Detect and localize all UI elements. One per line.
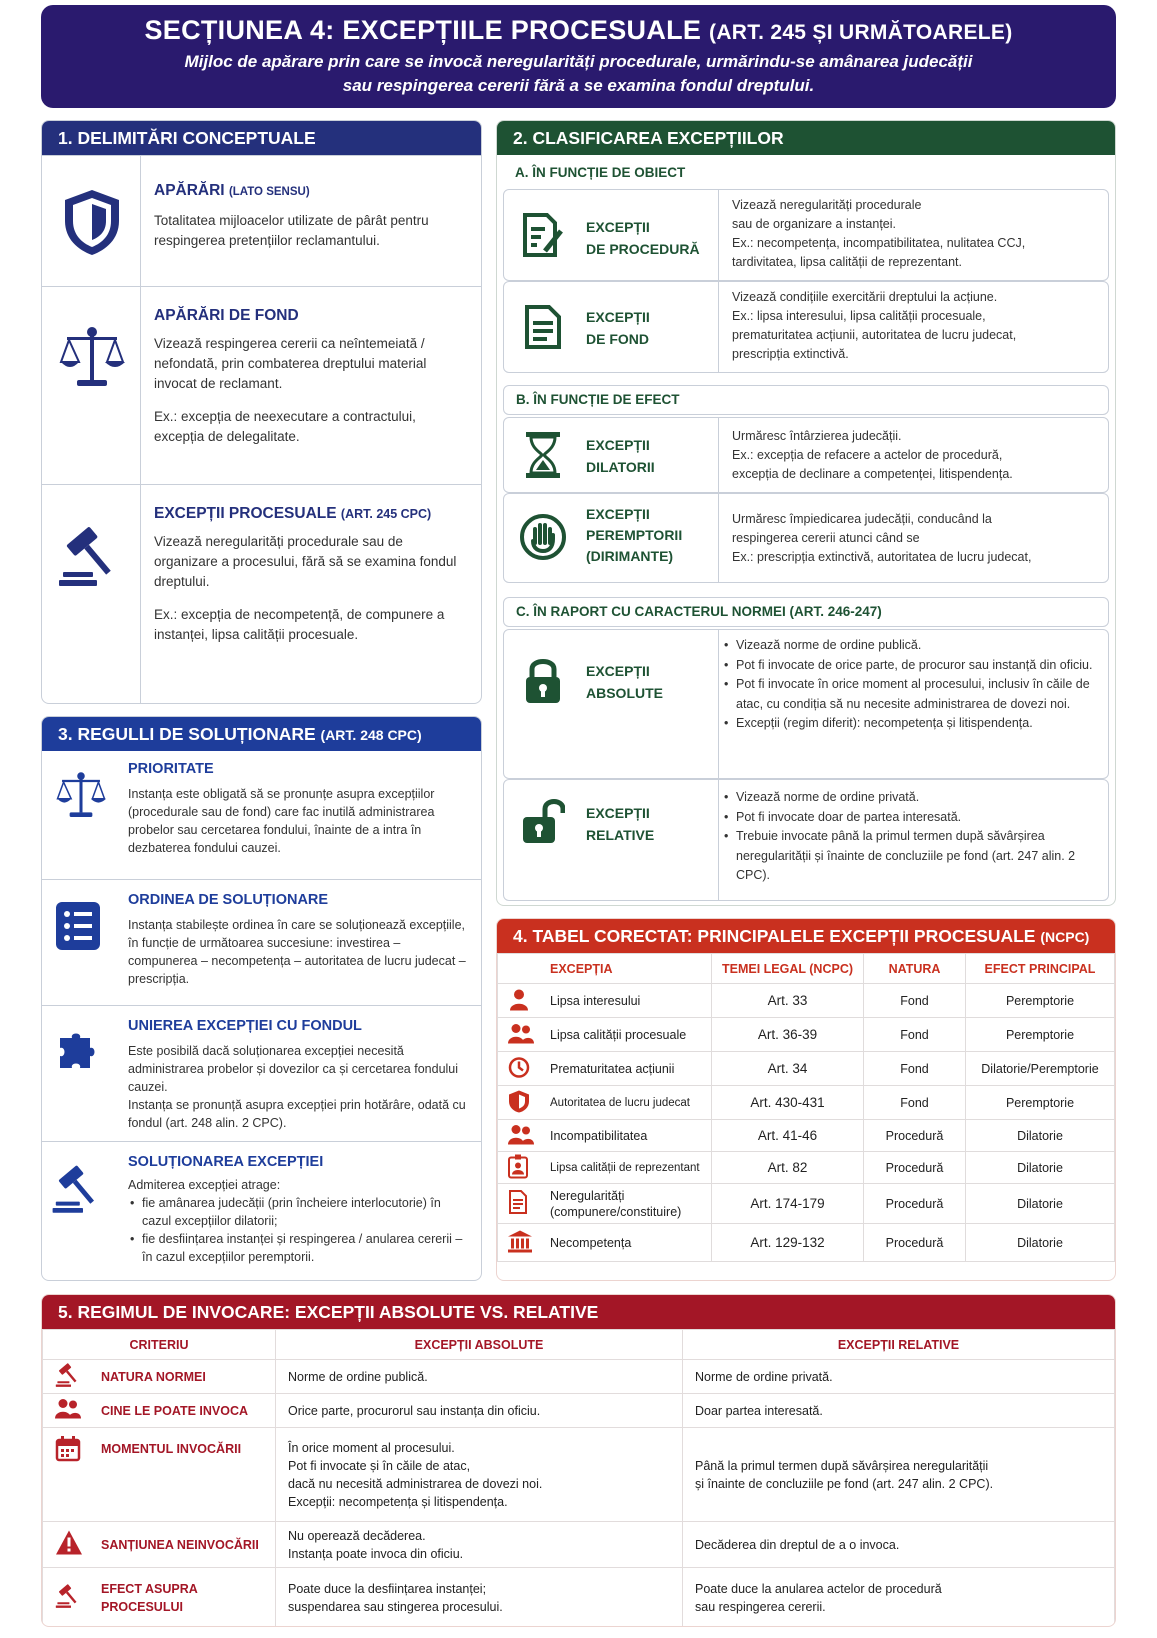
gavel-icon [50,1158,108,1218]
concept-aparari-de-fond: APĂRĂRI DE FOND Vizează respingerea cererii ca neîntemeiată / nefondată, prin combaterea dreptului material invocat de reclamant. Ex.: excepția de neexecutare a contractului, excepția de delegalitate. [42,286,481,484]
effect-cell: Dilatorie/Peremptorie [966,1052,1115,1086]
document-icon [508,1190,528,1218]
effect-cell: Peremptorie [966,1086,1115,1120]
effect-cell: Peremptorie [966,984,1115,1018]
exception-name-cell: Necompetența [498,1224,712,1262]
absolute-cell: Poate duce la desființarea instanței; suspendarea sau stingerea procesului. [276,1568,683,1628]
gavel-icon [55,1581,83,1614]
nature-cell: Fond [864,1086,966,1120]
table-row [498,1018,1115,1052]
effect-cell: Peremptorie [966,1018,1115,1052]
card-exceptii-procedura: EXCEPȚII DE PROCEDURĂ Vizează neregularități procedurale sau de organizare a instanței. Ex.: necompetența, incompatibilitatea, nulitatea CCJ, tardivitatea, lipsa calității de reprezentant. [503,189,1109,281]
legal-basis-cell: Art. 33 [712,984,864,1018]
table-row [498,1152,1115,1184]
section-2-panel [496,120,1116,906]
scales-icon [50,767,112,823]
card-exceptii-peremptorii: EXCEPȚII PEREMPTORII (DIRIMANTE) Urmăresc împiedicarea judecății, conducând la respingerea cererii atunci când se Ex.: prescripția extinctivă, autoritatea de lucru judecat, [503,493,1109,583]
legal-basis-cell: Art. 129-132 [712,1224,864,1262]
page-header [41,5,1116,108]
relative-cell: Norme de ordine privată. [683,1360,1115,1394]
relative-cell: Până la primul termen după săvârșirea neregularității și înainte de concluziile pe fond (art. 247 alin. 2 CPC). [683,1428,1115,1522]
table-row [498,984,1115,1018]
document-edit-icon [518,210,568,260]
regime-table [42,1329,1115,1627]
criterion-cell: MOMENTUL INVOCĂRII [43,1428,276,1522]
section-1-title: 1. DELIMITĂRI CONCEPTUALE [42,121,481,155]
subsection-c-title: C. ÎN RAPORT CU CARACTERUL NORMEI (ART. 246-247) [503,597,1109,627]
absolute-cell: Norme de ordine publică. [276,1360,683,1394]
absolute-cell: Nu operează decăderea. Instanța poate invoca din oficiu. [276,1522,683,1568]
exception-name-cell: Neregularități (compunere/constituire) [498,1184,712,1224]
section-1-panel [41,120,482,704]
nature-cell: Fond [864,984,966,1018]
unlock-icon [518,794,568,846]
scales-icon [52,317,132,397]
effect-cell: Dilatorie [966,1120,1115,1152]
shield-icon [52,182,132,262]
nature-cell: Procedură [864,1184,966,1224]
criterion-cell: SANȚIUNEA NEINVOCĂRII [43,1522,276,1568]
document-icon [518,302,568,352]
absolute-list: • Vizează norme de ordine publică. • Pot fi invocate de orice parte, de procuror sau instanță din oficiu. • Pot fi invocate în orice moment al procesului, inclusiv în căile de atac, cu condiția să nu necesite administrarea de dovezi noi. • Excepții (regim diferit): necompetența și litispendența. [722,636,1100,734]
table-row [43,1568,1115,1628]
puzzle-icon [54,1024,102,1076]
person-icon [508,988,530,1013]
calendar-icon [55,1436,81,1467]
legal-basis-cell: Art. 430-431 [712,1086,864,1120]
people-icon [55,1397,81,1424]
stop-hand-icon [518,512,568,562]
clock-icon [508,1056,530,1081]
concept-aparari: APĂRĂRI (LATO SENSU) Totalitatea mijloacelor utilizate de pârât pentru respingerea pretențiilor reclamantului. [42,155,481,286]
card-exceptii-dilatorii: EXCEPȚII DILATORII Urmăresc întârzierea judecății. Ex.: excepția de refacere a actelor de procedură, excepția de declinare a competenței, litispendența. [503,417,1109,493]
effect-cell: Dilatorie [966,1224,1115,1262]
relative-list: • Vizează norme de ordine privată. • Pot fi invocate doar de partea interesată. • Trebuie invocate până la primul termen după săvârșirea neregularității și înainte de concluziile pe fond (art. 247 alin. 2 CPC). [722,788,1100,886]
criterion-cell: EFECT ASUPRA PROCESULUI [43,1568,276,1628]
lock-icon [518,654,568,706]
section-4-title: 4. TABEL CORECTAT: PRINCIPALELE EXCEPȚII PROCESUALE (NCPC) [497,919,1115,953]
subsection-a-title: A. ÎN FUNCȚIE DE OBIECT [515,165,686,180]
solutionare-list: • fie amânarea judecății (prin încheiere interlocutorie) în cazul excepțiilor dilatorii; • fie desființarea instanței și respingerea / anularea cererii – în cazul excepțiilor peremptorii. [128,1194,467,1266]
criterion-cell: CINE LE POATE INVOCA [43,1394,276,1428]
section-2-title: 2. CLASIFICAREA EXCEPȚIILOR [497,121,1115,155]
people-icon [508,1123,534,1148]
table-row [43,1394,1115,1428]
shield-icon [508,1089,530,1116]
exception-name-cell: Prematuritatea acțiunii [498,1052,712,1086]
table-row [498,1052,1115,1086]
subsection-b-title: B. ÎN FUNCȚIE DE EFECT [503,385,1109,415]
nature-cell: Fond [864,1052,966,1086]
legal-basis-cell: Art. 174-179 [712,1184,864,1224]
section-3-title: 3. REGULLI DE SOLUȚIONARE (ART. 248 CPC) [42,717,481,751]
hourglass-icon [518,430,568,480]
gavel-icon [55,1360,83,1393]
legal-basis-cell: Art. 82 [712,1152,864,1184]
relative-cell: Poate duce la anularea actelor de procedură sau respingerea cererii. [683,1568,1115,1628]
effect-cell: Dilatorie [966,1152,1115,1184]
gavel-icon [52,515,132,595]
table-row [498,1184,1115,1224]
nature-cell: Procedură [864,1224,966,1262]
absolute-cell: În orice moment al procesului. Pot fi invocate și în căile de atac, dacă nu necesită administrarea de dovezi noi. Excepții: necompetența și litispendența. [276,1428,683,1522]
table-row [498,1224,1115,1262]
card-exceptii-absolute: EXCEPȚII ABSOLUTE • Vizează norme de ordine publică. • Pot fi invocate de orice parte, de procuror sau instanță din oficiu. • Pot fi invocate în orice moment al procesului, inclusiv în căile de atac, cu condiția să nu necesite administrarea de dovezi noi. • Excepții (regim diferit): necompetența și litispendența. [503,629,1109,779]
section-4-panel [496,918,1116,1281]
page-title: SECȚIUNEA 4: EXCEPȚIILE PROCESUALE (ART. 245 ȘI URMĂTOARELE) [144,15,1013,45]
rule-unirea: UNIEREA EXCEPȚIEI CU FONDUL Este posibilă dacă soluționarea excepției necesită administrarea probelor și dovezilor ca și cercetarea fondului cauzei. Instanța se pronunță asupra excepției prin hotărâre, odată cu fondul (art. 248 alin. 2 CPC). [42,1005,481,1141]
exception-name-cell: Lipsa calității procesuale [498,1018,712,1052]
table-row [43,1428,1115,1522]
legal-basis-cell: Art. 34 [712,1052,864,1086]
courthouse-icon [508,1230,532,1255]
concept-exceptii-procesuale: EXCEPȚII PROCESUALE (ART. 245 CPC) Vizează neregularități procedurale sau de organizare a procesului, fără să se examina fondul dreptului. Ex.: excepția de necompetență, de compunere a instanței, lipsa calității procesuale. [42,484,481,704]
table-row [43,1522,1115,1568]
people-icon [508,1022,534,1047]
section-5-title: 5. REGIMUL DE INVOCARE: EXCEPȚII ABSOLUTE VS. RELATIVE [42,1295,1115,1329]
criterion-cell: NATURA NORMEI [43,1360,276,1394]
card-exceptii-relative: EXCEPȚII RELATIVE • Vizează norme de ordine privată. • Pot fi invocate doar de partea interesată. • Trebuie invocate până la primul termen după săvârșirea neregularității și înainte de concluziile pe fond (art. 247 alin. 2 CPC). [503,779,1109,901]
page-subtitle: Mijloc de apărare prin care se invocă neregularități procedurale, urmărindu-se amânarea judecății sau respingerea cererii fără a se examina fondul dreptului. [184,52,973,95]
exception-name-cell: Autoritatea de lucru judecat [498,1086,712,1120]
nature-cell: Fond [864,1018,966,1052]
exception-name-cell: Lipsa calității de reprezentant [498,1152,712,1184]
table-header-row: CRITERIU EXCEPȚII ABSOLUTE EXCEPȚII RELATIVE [43,1330,1115,1360]
list-icon [54,900,102,952]
exception-name-cell: Incompatibilitatea [498,1120,712,1152]
rule-prioritate: PRIORITATE Instanța este obligată să se pronunțe asupra excepțiilor (procedurale sau de fond) care fac inutilă administrarea probelor sau cercetarea fondului, înainte de a intra în dezbaterea fondului cauzei. [42,751,481,879]
rule-solutionarea: SOLUȚIONAREA EXCEPȚIEI Admiterea excepției atrage: • fie amânarea judecății (prin încheiere interlocutorie) în cazul excepțiilor dilatorii; • fie desființarea instanței și respingerea / anularea cererii – în cazul excepțiilor peremptorii. [42,1141,481,1281]
warning-icon [55,1529,83,1560]
effect-cell: Dilatorie [966,1184,1115,1224]
table-row [498,1086,1115,1120]
table-row [43,1360,1115,1394]
badge-icon [508,1154,528,1181]
card-exceptii-fond: EXCEPȚII DE FOND Vizează condițiile exercitării dreptului la acțiune. Ex.: lipsa interesului, lipsa calității procesuale, prematuritatea acțiunii, autoritatea de lucru judecat, prescripția extinctivă. [503,281,1109,373]
nature-cell: Procedură [864,1120,966,1152]
relative-cell: Decăderea din dreptul de a o invoca. [683,1522,1115,1568]
exception-name-cell: Lipsa interesului [498,984,712,1018]
absolute-cell: Orice parte, procurorul sau instanța din oficiu. [276,1394,683,1428]
relative-cell: Doar partea interesată. [683,1394,1115,1428]
section-3-panel [41,716,482,1281]
nature-cell: Procedură [864,1152,966,1184]
table-row [498,1120,1115,1152]
legal-basis-cell: Art. 36-39 [712,1018,864,1052]
section-5-panel [41,1294,1116,1627]
legal-basis-cell: Art. 41-46 [712,1120,864,1152]
rule-ordinea: ORDINEA DE SOLUȚIONARE Instanța stabilește ordinea în care se soluționează excepțiile, în funcție de următoarea succesiune: investirea – compunerea – necompetența – autoritatea de lucru judecat – prescripția. [42,879,481,1005]
exceptions-table [497,953,1115,1262]
table-header-row: EXCEPȚIA TEMEI LEGAL (NCPC) NATURA EFECT PRINCIPAL [498,954,1115,984]
